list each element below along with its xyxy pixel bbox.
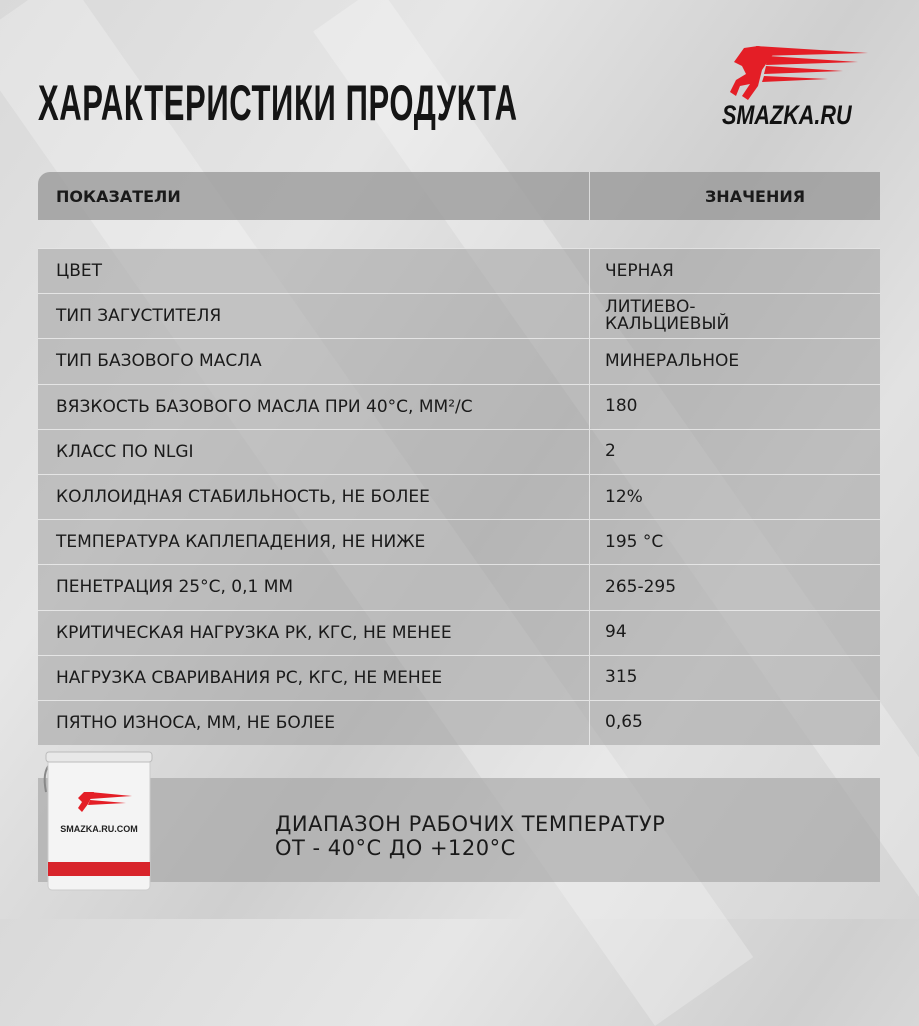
table-row — [38, 474, 880, 519]
table-row — [38, 248, 880, 293]
page-title: ХАРАКТЕРИСТИКИ ПРОДУКТА — [38, 75, 518, 131]
table-row — [38, 564, 880, 609]
parameter-name: ЦВЕТ — [38, 249, 590, 293]
parameter-name: ПЯТНО ИЗНОСА, ММ, НЕ БОЛЕЕ — [38, 701, 590, 745]
parameter-name: НАГРУЗКА СВАРИВАНИЯ РС, КГС, НЕ МЕНЕЕ — [38, 656, 590, 700]
parameter-value: 0,65 — [605, 712, 643, 733]
table-row — [38, 519, 880, 564]
parameter-value: 180 — [605, 396, 638, 417]
table-row — [38, 429, 880, 474]
temperature-range — [275, 812, 665, 860]
table-header — [38, 172, 880, 220]
specs-table — [38, 248, 880, 745]
parameter-value: 12% — [605, 486, 643, 507]
table-row — [38, 384, 880, 429]
parameter-value: ЛИТИЕВО-КАЛЬЦИЕВЫЙ — [605, 297, 730, 335]
parameter-name: ТИП ЗАГУСТИТЕЛЯ — [38, 294, 590, 338]
temperature-label: ДИАПАЗОН РАБОЧИХ ТЕМПЕРАТУР — [275, 812, 666, 836]
table-row — [38, 655, 880, 700]
parameter-name: КОЛЛОИДНАЯ СТАБИЛЬНОСТЬ, НЕ БОЛЕЕ — [38, 475, 590, 519]
table-row — [38, 293, 880, 338]
parameter-name: КЛАСС ПО NLGI — [38, 430, 590, 474]
parameter-value: МИНЕРАЛЬНОЕ — [605, 350, 740, 371]
parameter-value: 315 — [605, 667, 638, 688]
parameter-value: 265-295 — [605, 576, 677, 597]
product-bucket-image — [40, 742, 155, 894]
parameter-name: ПЕНЕТРАЦИЯ 25°С, 0,1 ММ — [38, 565, 590, 609]
header-parameters: ПОКАЗАТЕЛИ — [38, 172, 590, 220]
parameter-value: 94 — [605, 622, 627, 643]
parameter-name: ВЯЗКОСТЬ БАЗОВОГО МАСЛА ПРИ 40°С, ММ²/С — [38, 385, 590, 429]
table-row — [38, 700, 880, 745]
header-values: ЗНАЧЕНИЯ — [704, 186, 806, 206]
parameter-name: ТЕМПЕРАТУРА КАПЛЕПАДЕНИЯ, НЕ НИЖЕ — [38, 520, 590, 564]
table-row — [38, 610, 880, 655]
temperature-value: ОТ - 40°С ДО +120°С — [275, 836, 516, 860]
parameter-name: КРИТИЧЕСКАЯ НАГРУЗКА РК, КГС, НЕ МЕНЕЕ — [38, 611, 590, 655]
bucket-label: SMAZKA.RU.COM — [60, 824, 138, 834]
parameter-value: 2 — [605, 441, 616, 462]
table-row — [38, 338, 880, 383]
parameter-name: ТИП БАЗОВОГО МАСЛА — [38, 339, 590, 383]
logo-text: SMAZKA.RU — [722, 100, 852, 130]
parameter-value: ЧЕРНАЯ — [605, 260, 674, 281]
parameter-value: 195 °С — [605, 531, 664, 552]
